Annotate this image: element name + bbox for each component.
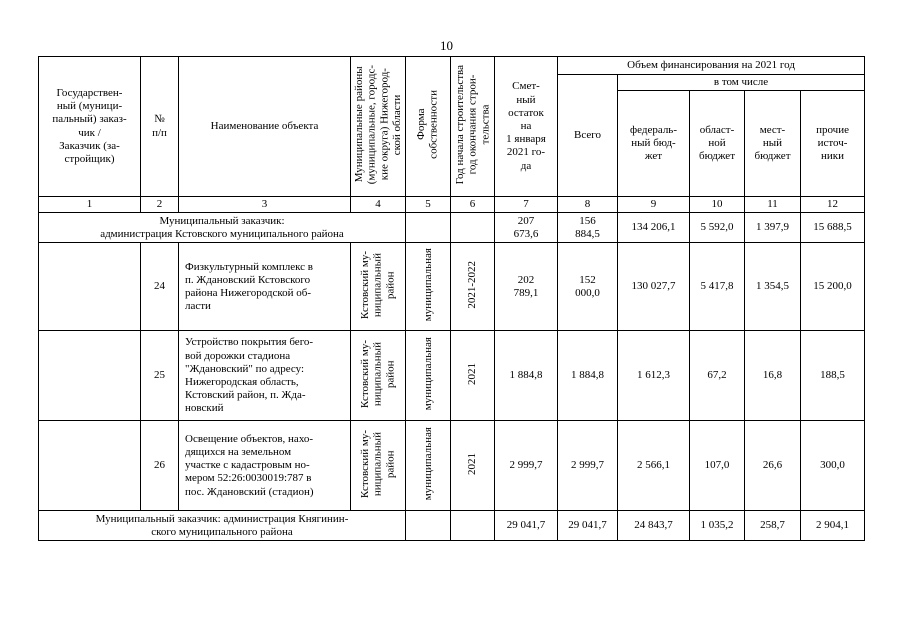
header-customer: Государствен- ный (муници- пальный) заказ- чик / Заказчик (за- стройщик) (39, 57, 141, 197)
col-number: 10 (690, 197, 745, 213)
financing-table (38, 56, 865, 541)
group-local: 1 397,9 (745, 213, 801, 243)
group-row-knyaginino (39, 511, 865, 541)
row-local: 16,8 (745, 331, 801, 421)
row-municipal: Кстовский му- ниципальный район (351, 331, 406, 421)
row-years: 2021 (451, 421, 495, 511)
table-row (39, 243, 865, 331)
row-estimate: 202 789,1 (495, 243, 558, 331)
row-federal: 130 027,7 (618, 243, 690, 331)
row-federal: 1 612,3 (618, 331, 690, 421)
row-num: 24 (141, 243, 179, 331)
header-years: Год начала строительства год окончания строи- тельства (451, 57, 495, 197)
group-estimate: 207 673,6 (495, 213, 558, 243)
row-ownership: муниципальная (406, 331, 451, 421)
table-row (39, 421, 865, 511)
col-number: 2 (141, 197, 179, 213)
header-row-1 (39, 57, 865, 75)
header-object-name: Наименование объекта (179, 57, 351, 197)
col-number: 6 (451, 197, 495, 213)
group-label: Муниципальный заказчик: администрация Кстовского муниципального района (39, 213, 406, 243)
header-estimate: Смет- ный остаток на 1 января 2021 го- да (495, 57, 558, 197)
col-number: 3 (179, 197, 351, 213)
row-estimate: 1 884,8 (495, 331, 558, 421)
row-total: 2 999,7 (558, 421, 618, 511)
group-federal: 134 206,1 (618, 213, 690, 243)
group-local: 258,7 (745, 511, 801, 541)
group-other: 2 904,1 (801, 511, 865, 541)
row-regional: 5 417,8 (690, 243, 745, 331)
row-num: 26 (141, 421, 179, 511)
row-total: 152 000,0 (558, 243, 618, 331)
row-ownership: муниципальная (406, 243, 451, 331)
page-number: 10 (440, 38, 453, 53)
col-number: 12 (801, 197, 865, 213)
header-total: Всего (558, 75, 618, 197)
header-regional: област- ной бюджет (690, 91, 745, 197)
header-municipal: Муниципальные районы (муниципальные, городс- кие округа) Нижегород- ской области (351, 57, 406, 197)
row-ownership: муниципальная (406, 421, 451, 511)
table-row (39, 331, 865, 421)
row-estimate: 2 999,7 (495, 421, 558, 511)
header-federal: федераль- ный бюд- жет (618, 91, 690, 197)
row-other: 15 200,0 (801, 243, 865, 331)
row-object-name: Устройство покрытия бего- вой дорожки стадиона "Ждановский" по адресу: Нижегородская область, Кстовский район, п. Жда- новский (179, 331, 351, 421)
col-number: 8 (558, 197, 618, 213)
row-other: 188,5 (801, 331, 865, 421)
row-object-name: Освещение объектов, нахо- дящихся на земельном участке с кадастровым но- мером 52:26:0030019:787 в пос. Ждановский (стадион) (179, 421, 351, 511)
row-object-name: Физкультурный комплекс в п. Ждановский Кстовского района Нижегородской об- ласти (179, 243, 351, 331)
row-years: 2021-2022 (451, 243, 495, 331)
row-total: 1 884,8 (558, 331, 618, 421)
row-federal: 2 566,1 (618, 421, 690, 511)
row-regional: 67,2 (690, 331, 745, 421)
row-years: 2021 (451, 331, 495, 421)
group-regional: 1 035,2 (690, 511, 745, 541)
group-total: 29 041,7 (558, 511, 618, 541)
col-number: 5 (406, 197, 451, 213)
row-regional: 107,0 (690, 421, 745, 511)
column-numbers-row (39, 197, 865, 213)
group-label: Муниципальный заказчик: администрация Княгинин- ского муниципального района (39, 511, 406, 541)
col-number: 4 (351, 197, 406, 213)
row-num: 25 (141, 331, 179, 421)
row-municipal: Кстовский му- ниципальный район (351, 243, 406, 331)
group-estimate: 29 041,7 (495, 511, 558, 541)
header-ownership: Форма собственности (406, 57, 451, 197)
row-other: 300,0 (801, 421, 865, 511)
header-including: в том числе (618, 75, 865, 91)
col-number: 1 (39, 197, 141, 213)
group-other: 15 688,5 (801, 213, 865, 243)
group-row-kstovo (39, 213, 865, 243)
header-num: № п/п (141, 57, 179, 197)
header-other: прочие источ- ники (801, 91, 865, 197)
col-number: 9 (618, 197, 690, 213)
row-municipal: Кстовский му- ниципальный район (351, 421, 406, 511)
group-total: 156 884,5 (558, 213, 618, 243)
col-number: 7 (495, 197, 558, 213)
group-federal: 24 843,7 (618, 511, 690, 541)
row-local: 26,6 (745, 421, 801, 511)
header-financing: Объем финансирования на 2021 год (558, 57, 865, 75)
group-regional: 5 592,0 (690, 213, 745, 243)
row-local: 1 354,5 (745, 243, 801, 331)
header-local: мест- ный бюджет (745, 91, 801, 197)
col-number: 11 (745, 197, 801, 213)
